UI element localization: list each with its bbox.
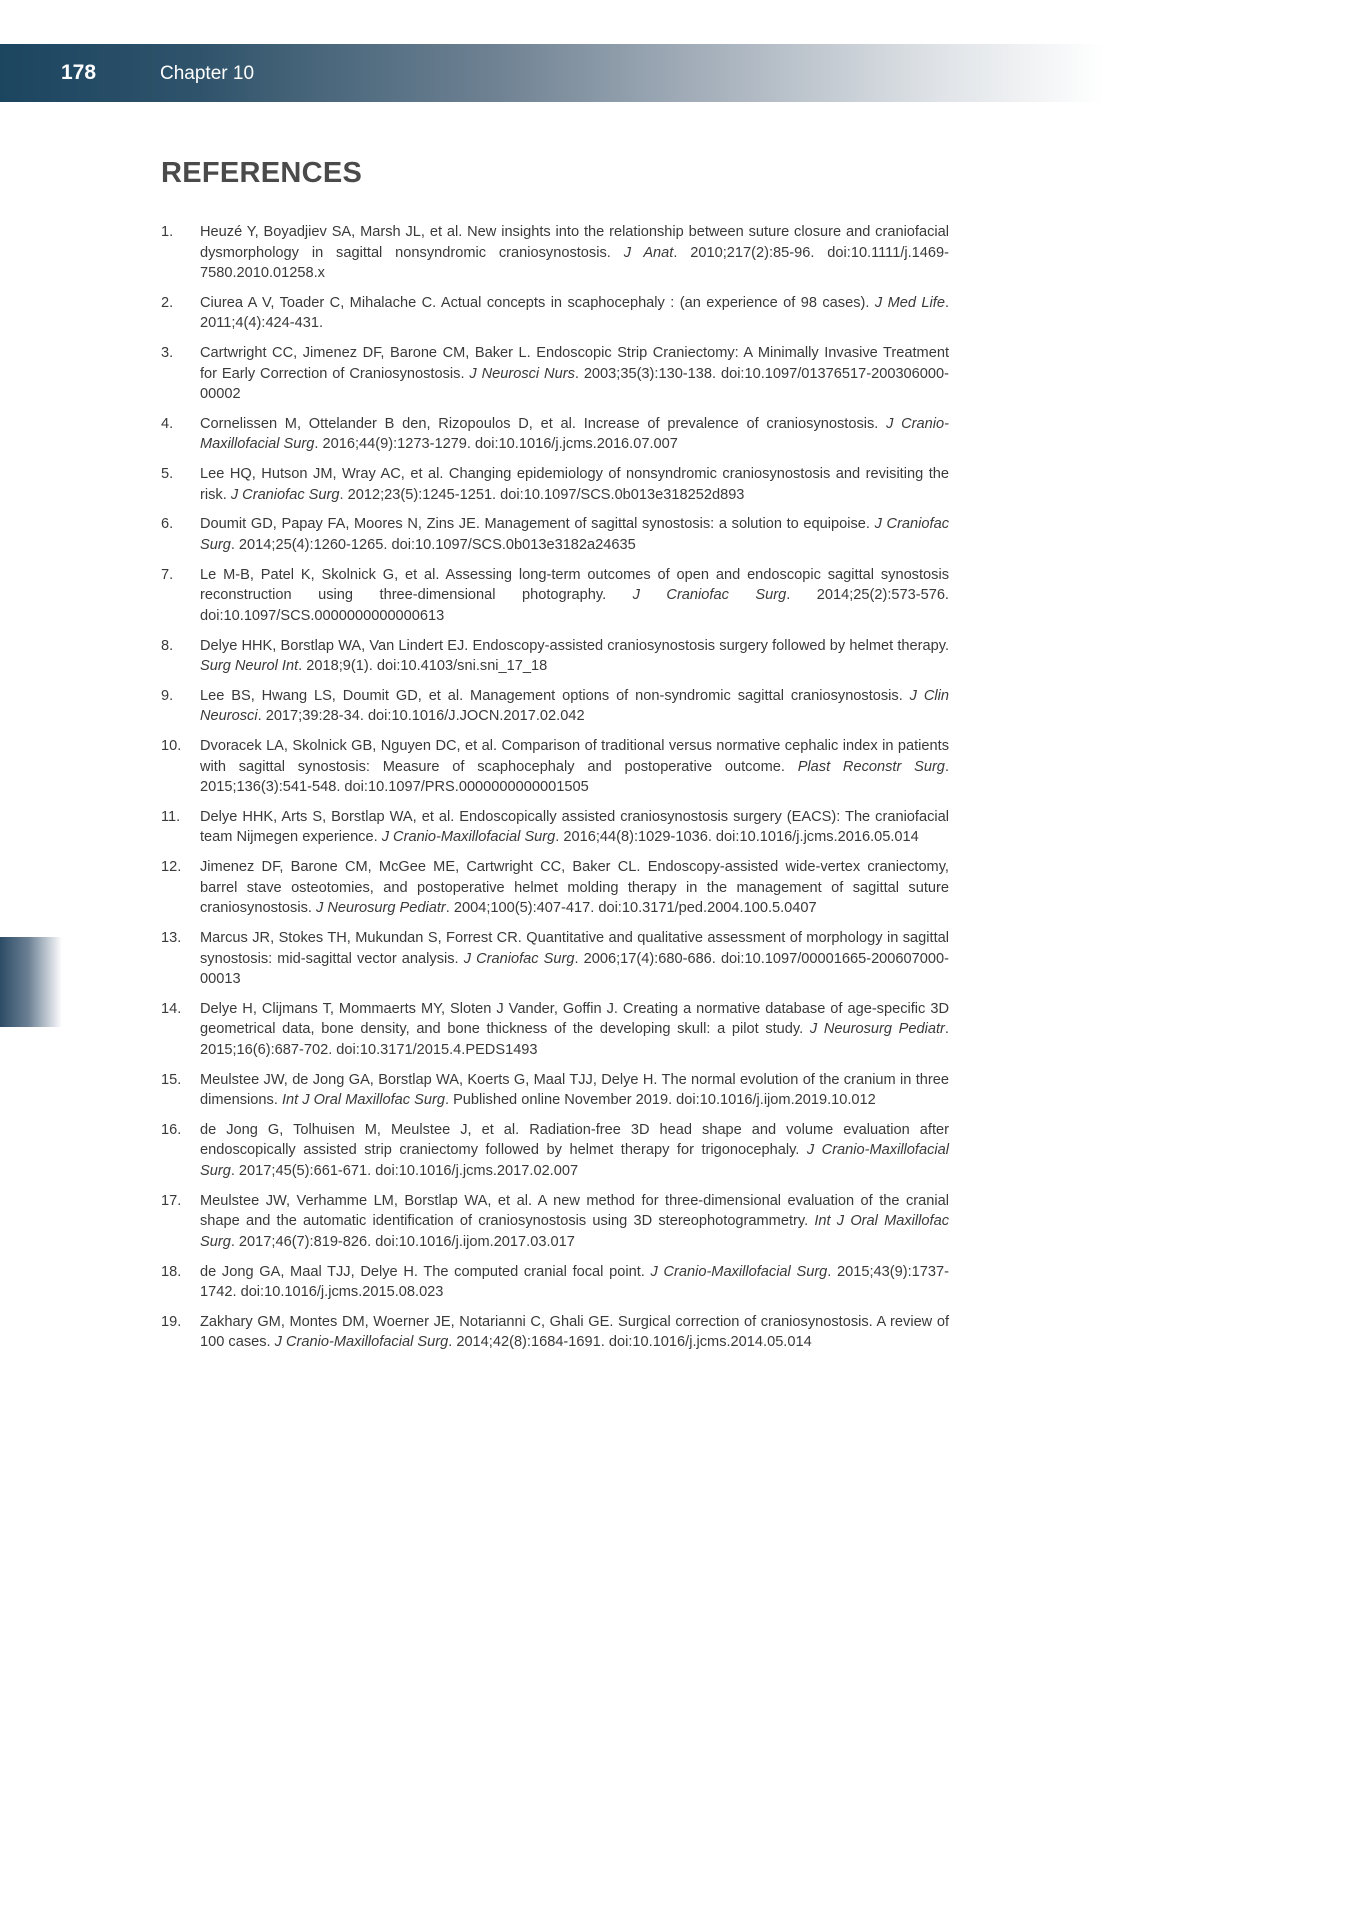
reference-number: 18. bbox=[161, 1263, 182, 1280]
reference-item bbox=[161, 343, 949, 405]
reference-item bbox=[161, 807, 949, 848]
reference-citation: . 2016;44(9):1273-1279. doi:10.1016/j.jcms.2016.07.007 bbox=[314, 436, 678, 453]
reference-citation: . 2014;25(2):573-576. doi:10.1097/SCS.0000000000000613 bbox=[200, 587, 949, 624]
reference-authors-title: Doumit GD, Papay FA, Moores N, Zins JE. Management of sagittal synostosis: a solution to equipoise. bbox=[200, 516, 875, 533]
reference-text bbox=[200, 414, 949, 455]
reference-number: 4. bbox=[161, 415, 174, 432]
reference-citation: . 2017;46(7):819-826. doi:10.1016/j.ijom.2017.03.017 bbox=[230, 1233, 575, 1250]
reference-citation: . Published online November 2019. doi:10.1016/j.ijom.2019.10.012 bbox=[444, 1092, 876, 1109]
reference-citation: . 2012;23(5):1245-1251. doi:10.1097/SCS.0b013e318252d893 bbox=[339, 486, 745, 503]
reference-number: 12. bbox=[161, 859, 182, 876]
reference-citation: . 2016;44(8):1029-1036. doi:10.1016/j.jcms.2016.05.014 bbox=[555, 829, 919, 846]
reference-authors-title: Delye HHK, Borstlap WA, Van Lindert EJ. Endoscopy-assisted craniosynostosis surgery followed by helmet therapy. bbox=[200, 637, 949, 654]
reference-text bbox=[200, 514, 949, 555]
reference-text bbox=[200, 636, 949, 677]
reference-number: 13. bbox=[161, 930, 182, 947]
reference-citation: . 2006;17(4):680-686. doi:10.1097/00001665-200607000-00013 bbox=[200, 950, 949, 988]
reference-item bbox=[161, 736, 949, 798]
reference-authors-title: Cornelissen M, Ottelander B den, Rizopoulos D, et al. Increase of prevalence of craniosynostosis. bbox=[200, 415, 887, 432]
reference-journal: J Cranio-Maxillofacial Surg bbox=[650, 1263, 828, 1280]
reference-citation: . 2015;16(6):687-702. doi:10.3171/2015.4.PEDS1493 bbox=[200, 1021, 949, 1058]
reference-journal: J Craniofac Surg bbox=[230, 486, 340, 503]
reference-number: 3. bbox=[161, 345, 174, 362]
reference-number: 5. bbox=[161, 466, 174, 483]
reference-number: 14. bbox=[161, 1000, 182, 1017]
reference-text bbox=[200, 807, 949, 848]
reference-item bbox=[161, 999, 949, 1061]
reference-citation: . 2010;217(2):85-96. doi:10.1111/j.1469-7580.2010.01258.x bbox=[200, 244, 949, 281]
reference-text bbox=[200, 1120, 949, 1182]
reference-number: 8. bbox=[161, 637, 174, 654]
reference-journal: Surg Neurol Int bbox=[200, 658, 299, 675]
reference-number: 10. bbox=[161, 738, 182, 755]
reference-authors-title: Cartwright CC, Jimenez DF, Barone CM, Baker L. Endoscopic Strip Craniectomy: A Minimally Invasive Treatment for Early Correction of Craniosynostosis. bbox=[200, 345, 949, 382]
reference-authors-title: Meulstee JW, de Jong GA, Borstlap WA, Koerts G, Maal TJJ, Delye H. The normal evolution of the cranium in three dimensions. bbox=[200, 1071, 949, 1109]
reference-authors-title: Heuzé Y, Boyadjiev SA, Marsh JL, et al. New insights into the relationship between suture closure and craniofacial dysmorphology in sagittal nonsyndromic craniosynostosis. bbox=[200, 224, 949, 261]
reference-item bbox=[161, 857, 949, 919]
reference-text bbox=[200, 928, 949, 990]
reference-text bbox=[200, 686, 949, 727]
reference-text bbox=[200, 1070, 949, 1111]
reference-journal: J Clin Neurosci bbox=[200, 687, 949, 725]
reference-text bbox=[200, 1191, 949, 1253]
reference-number: 6. bbox=[161, 516, 174, 533]
reference-authors-title: de Jong G, Tolhuisen M, Meulstee J, et al. Radiation-free 3D head shape and volume evaluation after endoscopically assisted strip craniectomy followed by helmet therapy for trigonocephaly. bbox=[200, 1121, 949, 1159]
reference-citation: . 2004;100(5):407-417. doi:10.3171/ped.2004.100.5.0407 bbox=[445, 900, 817, 917]
reference-journal: J Anat bbox=[623, 244, 674, 261]
reference-text bbox=[200, 857, 949, 919]
reference-authors-title: Dvoracek LA, Skolnick GB, Nguyen DC, et al. Comparison of traditional versus normative cephalic index in patients with sagittal synostosis: Measure of scaphocephaly and postoperative outcome. bbox=[200, 738, 949, 775]
reference-authors-title: Delye H, Clijmans T, Mommaerts MY, Sloten J Vander, Goffin J. Creating a normative database of age-specific 3D geometrical data, bone density, and bone thickness of the developing skull: a pilot study. bbox=[200, 1000, 949, 1038]
reference-authors-title: Delye HHK, Arts S, Borstlap WA, et al. Endoscopically assisted craniosynostosis surgery (EACS): The craniofacial team Nijmegen experience. bbox=[200, 808, 949, 846]
reference-citation: . 2014;25(4):1260-1265. doi:10.1097/SCS.0b013e3182a24635 bbox=[230, 536, 636, 553]
reference-journal: J Craniofac Surg bbox=[200, 516, 949, 553]
chapter-label: Chapter 10 bbox=[160, 63, 255, 84]
reference-journal: J Cranio-Maxillofacial Surg bbox=[200, 1142, 949, 1179]
reference-citation: . 2011;4(4):424-431. bbox=[200, 294, 950, 332]
reference-journal: J Neurosurg Pediatr bbox=[316, 900, 446, 917]
reference-item bbox=[161, 928, 949, 990]
reference-journal: Plast Reconstr Surg bbox=[797, 758, 945, 775]
reference-text bbox=[200, 343, 949, 405]
reference-item bbox=[161, 1120, 949, 1182]
reference-authors-title: Jimenez DF, Barone CM, McGee ME, Cartwright CC, Baker CL. Endoscopy-assisted wide-vertex craniectomy, barrel stave osteotomies, and postoperative helmet molding therapy in the management of sagittal suture craniosynostosis. bbox=[200, 859, 949, 917]
reference-authors-title: Lee BS, Hwang LS, Doumit GD, et al. Management options of non-syndromic sagittal craniosynostosis. bbox=[200, 687, 910, 704]
reference-item bbox=[161, 565, 949, 627]
reference-item bbox=[161, 1312, 949, 1353]
reference-journal: Int J Oral Maxillofac Surg bbox=[281, 1092, 445, 1109]
reference-journal: J Craniofac Surg bbox=[463, 950, 575, 967]
reference-journal: J Neurosci Nurs bbox=[469, 365, 575, 382]
reference-journal: J Craniofac Surg bbox=[632, 587, 787, 604]
reference-number: 1. bbox=[161, 224, 174, 240]
reference-item bbox=[161, 414, 949, 455]
reference-authors-title: Marcus JR, Stokes TH, Mukundan S, Forrest CR. Quantitative and qualitative assessment of morphology in sagittal synostosis: mid-sagittal vector analysis. bbox=[200, 930, 949, 967]
reference-item bbox=[161, 293, 949, 334]
reference-item bbox=[161, 464, 949, 505]
reference-number: 15. bbox=[161, 1071, 182, 1088]
reference-number: 2. bbox=[161, 294, 174, 311]
reference-text bbox=[200, 736, 949, 798]
reference-authors-title: Meulstee JW, Verhamme LM, Borstlap WA, et al. A new method for three-dimensional evaluation of the cranial shape and the automatic identification of craniosynostosis using 3D stereophotogrammetry. bbox=[200, 1192, 949, 1230]
reference-text bbox=[200, 1262, 949, 1303]
reference-text bbox=[200, 1312, 949, 1353]
reference-authors-title: Le M-B, Patel K, Skolnick G, et al. Assessing long-term outcomes of open and endoscopic sagittal synostosis reconstruction using three-dimensional photography. bbox=[200, 566, 949, 604]
reference-text bbox=[200, 565, 949, 627]
reference-journal: Int J Oral Maxillofac Surg bbox=[200, 1213, 949, 1250]
reference-item bbox=[161, 514, 949, 555]
reference-citation: . 2014;42(8):1684-1691. doi:10.1016/j.jcms.2014.05.014 bbox=[448, 1334, 812, 1351]
reference-number: 19. bbox=[161, 1313, 182, 1330]
reference-citation: . 2003;35(3):130-138. doi:10.1097/01376517-200306000-00002 bbox=[200, 365, 949, 403]
reference-number: 17. bbox=[161, 1192, 182, 1209]
page-number: 178 bbox=[61, 61, 97, 84]
reference-journal: J Cranio-Maxillofacial Surg bbox=[274, 1334, 449, 1351]
reference-journal: J Med Life bbox=[874, 294, 945, 311]
reference-text bbox=[200, 293, 949, 334]
reference-item bbox=[161, 1070, 949, 1111]
side-thumb-tab bbox=[0, 937, 62, 1027]
reference-item bbox=[161, 222, 949, 284]
reference-citation: . 2015;136(3):541-548. doi:10.1097/PRS.0000000000001505 bbox=[200, 758, 949, 796]
reference-text bbox=[200, 464, 949, 505]
reference-journal: J Cranio-Maxillofacial Surg bbox=[381, 829, 556, 846]
reference-list bbox=[161, 222, 949, 1362]
reference-number: 7. bbox=[161, 566, 174, 583]
reference-citation: . 2015;43(9):1737-1742. doi:10.1016/j.jcms.2015.08.023 bbox=[200, 1263, 949, 1301]
reference-journal: J Neurosurg Pediatr bbox=[809, 1021, 945, 1038]
reference-authors-title: Ciurea A V, Toader C, Mihalache C. Actual concepts in scaphocephaly : (an experience of 98 cases). bbox=[200, 294, 875, 311]
reference-number: 16. bbox=[161, 1121, 182, 1138]
reference-authors-title: Zakhary GM, Montes DM, Woerner JE, Notarianni C, Ghali GE. Surgical correction of craniosynostosis. A review of 100 cases. bbox=[200, 1313, 949, 1351]
reference-item bbox=[161, 1191, 949, 1253]
reference-item bbox=[161, 1262, 949, 1303]
reference-citation: . 2017;45(5):661-671. doi:10.1016/j.jcms.2017.02.007 bbox=[230, 1162, 579, 1179]
reference-citation: . 2018;9(1). doi:10.4103/sni.sni_17_18 bbox=[298, 658, 548, 675]
reference-authors-title: de Jong GA, Maal TJJ, Delye H. The computed cranial focal point. bbox=[200, 1263, 651, 1280]
reference-text bbox=[200, 222, 949, 284]
reference-journal: J Cranio-Maxillofacial Surg bbox=[200, 415, 949, 453]
reference-authors-title: Lee HQ, Hutson JM, Wray AC, et al. Changing epidemiology of nonsyndromic craniosynostosis and revisiting the risk. bbox=[200, 466, 949, 503]
reference-text bbox=[200, 999, 949, 1061]
reference-item bbox=[161, 636, 949, 677]
reference-item bbox=[161, 686, 949, 727]
reference-citation: . 2017;39:28-34. doi:10.1016/J.JOCN.2017.02.042 bbox=[257, 708, 585, 725]
reference-number: 11. bbox=[161, 808, 181, 825]
reference-number: 9. bbox=[161, 687, 174, 704]
section-title: REFERENCES bbox=[161, 157, 363, 189]
